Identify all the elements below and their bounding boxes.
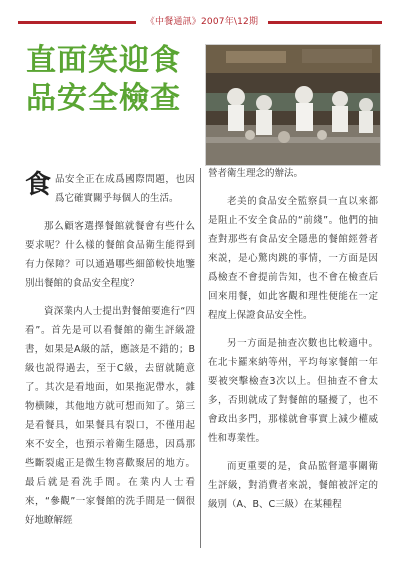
header-rule-left	[18, 21, 136, 24]
column-divider	[200, 168, 201, 548]
article-title	[26, 42, 196, 118]
header-rule-right	[268, 21, 382, 24]
kitchen-photo-illustration	[206, 45, 380, 165]
paragraph-5: 另一方面是抽查次數也比較適中。在北卡羅來納等州，平均每家餐館一年要被突擊檢查3次以上。但抽查不會太多，否則就成了對餐館的騷擾了，也不會政出多門，那樣就會事實上減少權威性和專業性。	[208, 338, 378, 444]
paragraph-6: 而更重要的是，食品監督還事關衛生評級，對消費者來説，餐館被評定的級別（A、B、C三級）在某種程	[208, 461, 378, 510]
paragraph-1-text: 品安全正在成爲國際問題，也因爲它確實關乎每個人的生活。	[55, 174, 195, 204]
title-line-2: 品安全檢查	[26, 81, 181, 116]
publication-header: 《中餐通訊》2007年\12期	[145, 17, 259, 27]
paragraph-1	[25, 170, 195, 208]
title-line-1: 直面笑迎食	[26, 43, 181, 78]
right-column	[208, 164, 378, 523]
paragraph-3: 資深業内人士提出對餐館要進行“四看”。首先是可以看餐館的衛生評級證書，如果是A級的話，應該是不錯的；B級也説得過去，至于C級，去留就隨意了。其次是看地面，如果拖泥帶水，雜物横陳，其他地方就可想而知了。第三是看餐具，如果餐具有裂口，不僅用起來不安全，也預示着衛生隱患，因爲那些斷裂處正是微生物喜歡聚居的地方。最后就是看洗手間。在業内人士看來，“參觀”一家餐館的洗手間是一個很好地瞭解經	[25, 306, 195, 526]
dropcap: 食	[25, 170, 52, 200]
kitchen-photo	[205, 44, 381, 166]
paragraph-continued: 營者衛生理念的辦法。	[208, 168, 304, 179]
paragraph-4: 老美的食品安全監察員一直以來都是阻止不安全食品的“前綫”。他們的抽查對那些有食品安全隱患的餐館經營者來説，是心驚肉跳的事情，一方面是因爲檢查不會提前告知，也不會在檢查后回來用餐，如此客觀和理性便能在一定程度上保證食品安全性。	[208, 196, 378, 321]
paragraph-2: 那么顧客選擇餐館就餐會有些什么要求呢？什么樣的餐館食品衛生能得到有力保障？可以通過哪些細節較快地鑒別出餐館的食品安全程度？	[25, 221, 195, 289]
left-column	[25, 170, 195, 539]
